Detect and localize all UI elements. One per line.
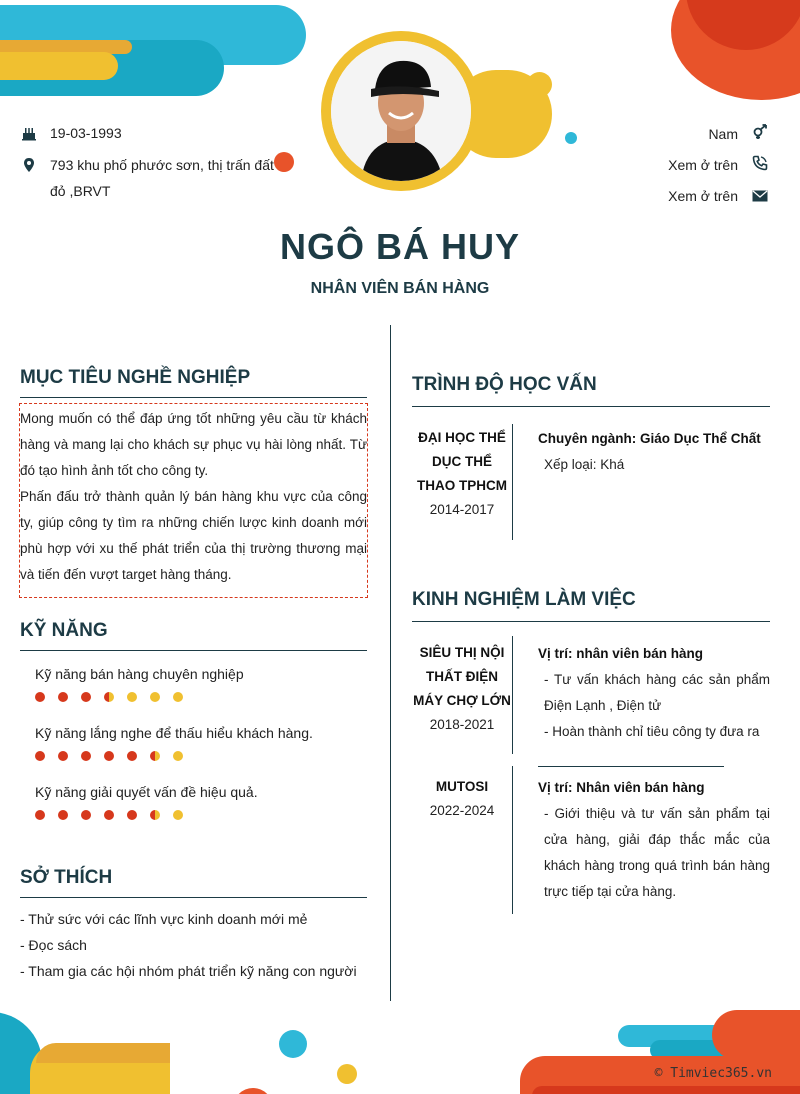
rating-dot xyxy=(104,751,114,761)
education-major: Chuyên ngành: Giáo Dục Thể Chất xyxy=(538,431,761,446)
objective-box xyxy=(19,403,368,598)
objective-paragraph-1: Mong muốn có thể đáp ứng tốt những yêu cầu từ khách hàng và mang lại cho khách sự phục vụ hài lòng nhất. Từ đó tạo hình ảnh tốt cho công ty. xyxy=(20,411,367,478)
decor-circle xyxy=(337,1064,357,1084)
rating-dot xyxy=(173,810,183,820)
education-period: 2014-2017 xyxy=(429,502,495,517)
experience-rule xyxy=(412,621,770,622)
education-title: TRÌNH ĐỘ HỌC VẤN xyxy=(412,374,597,395)
objective-title: MỤC TIÊU NGHỀ NGHIỆP xyxy=(20,367,251,388)
company-name-line: THẤT ĐIỆN xyxy=(426,669,498,684)
entry-divider xyxy=(512,766,513,914)
skills-rule xyxy=(20,650,367,651)
education-details xyxy=(538,426,770,478)
experience-period: 2022-2024 xyxy=(429,803,495,818)
experience-company xyxy=(412,775,512,823)
decor-circle xyxy=(279,1030,307,1058)
rating-dot xyxy=(127,692,137,702)
rating-dot xyxy=(58,692,68,702)
skill-label: Kỹ năng bán hàng chuyên nghiệp xyxy=(35,666,244,682)
education-grade: Xếp loại: Khá xyxy=(544,457,625,472)
rating-dot xyxy=(81,810,91,820)
experience-duty: - Tư vấn khách hàng các sản phẩm Điện Lạnh , Điện tử xyxy=(544,672,770,713)
skill-label: Kỹ năng giải quyết vấn đề hiệu quả. xyxy=(35,784,258,800)
column-divider xyxy=(390,325,391,1001)
rating-dot xyxy=(58,810,68,820)
skill-rating xyxy=(35,751,183,761)
decor-shape xyxy=(712,1010,800,1060)
skill-rating xyxy=(35,810,183,820)
gender-text: Nam xyxy=(708,126,738,142)
experience-duty: - Giới thiệu và tư vấn sản phẩm tại cửa hàng, giải đáp thắc mắc của khách hàng trong quá trình bán hàng trực tiếp tại cửa hàng. xyxy=(544,806,770,899)
institution-name-line: THAO TPHCM xyxy=(417,478,507,493)
rating-dot xyxy=(150,692,160,702)
company-name-line: MUTOSI xyxy=(435,779,489,794)
decor-shape xyxy=(36,1043,170,1063)
avatar xyxy=(321,31,481,191)
experience-company xyxy=(412,641,512,737)
cake-icon xyxy=(21,125,37,141)
objective-paragraph-2: Phấn đấu trở thành quản lý bán hàng khu vực của công ty, giúp công ty tìm ra những chiến lược kinh doanh mới phù hợp với xu thế phát triển của thị trường thương mại và tiến đến vượt target hàng tháng. xyxy=(20,489,367,582)
birthday-text: 19-03-1993 xyxy=(50,125,122,141)
experience-duty: - Hoàn thành chỉ tiêu công ty đưa ra xyxy=(544,724,760,739)
rating-dot xyxy=(150,810,160,820)
address-line-2: đỏ ,BRVT xyxy=(50,183,111,199)
decor-circle xyxy=(274,152,294,172)
experience-position: Vị trí: Nhân viên bán hàng xyxy=(538,780,705,795)
experience-period: 2018-2021 xyxy=(429,717,495,732)
rating-dot xyxy=(58,751,68,761)
rating-dot xyxy=(127,810,137,820)
email-text: Xem ở trên xyxy=(668,188,738,204)
rating-dot xyxy=(104,692,114,702)
address-line-1: 793 khu phố phước sơn, thị trấn đất xyxy=(50,157,274,173)
skills-title: KỸ NĂNG xyxy=(20,620,108,641)
skill-rating xyxy=(35,692,183,702)
institution-name-line: DỤC THỂ xyxy=(432,454,492,469)
experience-details xyxy=(538,775,770,905)
rating-dot xyxy=(35,692,45,702)
rating-dot xyxy=(104,810,114,820)
phone-icon xyxy=(752,155,768,171)
location-pin-icon xyxy=(21,157,37,173)
mail-icon xyxy=(752,188,768,204)
experience-separator xyxy=(538,766,724,767)
copyright-text: © Timviec365.vn xyxy=(654,1066,772,1081)
hobbies-rule xyxy=(20,897,367,898)
rating-dot xyxy=(150,751,160,761)
decor-circle xyxy=(233,1088,273,1094)
hobby-item: - Tham gia các hội nhóm phát triển kỹ năng con người xyxy=(20,963,357,979)
candidate-name: NGÔ BÁ HUY xyxy=(279,226,520,267)
education-institution xyxy=(412,426,512,522)
rating-dot xyxy=(35,810,45,820)
rating-dot xyxy=(127,751,137,761)
gender-icon xyxy=(752,124,768,140)
institution-name-line: ĐẠI HỌC THỂ xyxy=(418,430,506,445)
entry-divider xyxy=(512,636,513,754)
rating-dot xyxy=(173,751,183,761)
decor-shape xyxy=(532,1086,800,1094)
decor-shape xyxy=(0,52,118,80)
education-rule xyxy=(412,406,770,407)
hobbies-title: SỞ THÍCH xyxy=(20,867,113,888)
company-name-line: MÁY CHỢ LỚN xyxy=(413,693,511,708)
experience-position: Vị trí: nhân viên bán hàng xyxy=(538,646,704,661)
rating-dot xyxy=(173,692,183,702)
experience-title: KINH NGHIỆM LÀM VIỆC xyxy=(412,589,636,610)
skill-label: Kỹ năng lắng nghe để thấu hiểu khách hàng. xyxy=(35,725,313,741)
rating-dot xyxy=(35,751,45,761)
entry-divider xyxy=(512,424,513,540)
hobby-item: - Thử sức với các lĩnh vực kinh doanh mới mẻ xyxy=(20,911,308,927)
rating-dot xyxy=(81,751,91,761)
phone-text: Xem ở trên xyxy=(668,157,738,173)
rating-dot xyxy=(81,692,91,702)
decor-circle xyxy=(527,72,552,97)
avatar-photo xyxy=(331,41,471,181)
objective-rule xyxy=(20,397,367,398)
hobby-item: - Đọc sách xyxy=(20,937,87,953)
decor-circle xyxy=(565,132,577,144)
experience-details xyxy=(538,641,770,745)
company-name-line: SIÊU THỊ NỘI xyxy=(419,645,505,660)
job-title: NHÂN VIÊN BÁN HÀNG xyxy=(310,280,490,297)
